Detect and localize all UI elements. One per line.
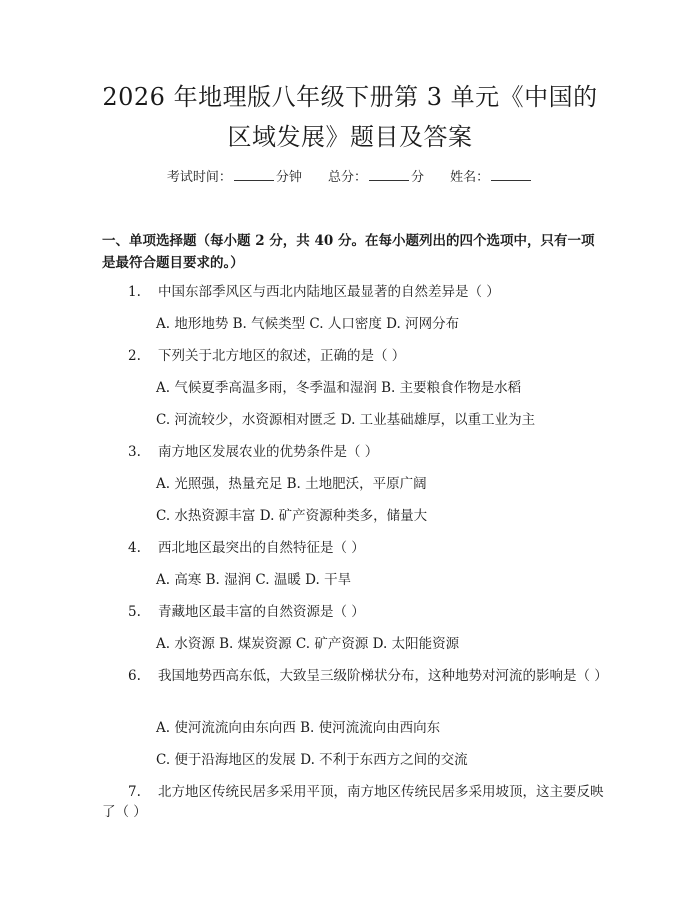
title-line-1: 2026 年地理版八年级下册第 3 单元《中国的 bbox=[102, 83, 598, 111]
name-field bbox=[450, 170, 533, 185]
question-2-options-row-2: C. 河流较少，水资源相对匮乏 D. 工业基础雄厚，以重工业为主 bbox=[156, 412, 536, 428]
question-text: 下列关于北方地区的叙述，正确的是（ ） bbox=[158, 348, 406, 364]
question-text: 西北地区最突出的自然特征是（ ） bbox=[158, 540, 365, 556]
question-6 bbox=[102, 666, 610, 686]
total-score-field bbox=[328, 170, 428, 185]
question-3-options-row-2: C. 水热资源丰富 D. 矿产资源种类多，储量大 bbox=[156, 508, 428, 524]
question-text: 中国东部季风区与西北内陆地区最显著的自然差异是（ ） bbox=[158, 284, 500, 300]
title-line-2: 区域发展》题目及答案 bbox=[227, 123, 473, 151]
question-text: 北方地区传统民居多采用平顶，南方地区传统民居多采用坡顶，这主要反映了（ ） bbox=[102, 784, 604, 820]
exam-time-blank bbox=[234, 168, 274, 181]
exam-time-label: 考试时间： bbox=[166, 170, 232, 185]
question-4 bbox=[102, 538, 610, 558]
question-number: 5. bbox=[128, 604, 141, 620]
question-text: 青藏地区最丰富的自然资源是（ ） bbox=[158, 604, 365, 620]
question-6-options-row-1: A. 使河流流向由东向西 B. 使河流流向由西向东 bbox=[156, 720, 441, 736]
question-2-options-row-1: A. 气候夏季高温多雨，冬季温和湿润 B. 主要粮食作物是水稻 bbox=[156, 380, 522, 396]
question-number: 6. bbox=[128, 668, 141, 684]
question-3 bbox=[102, 442, 610, 462]
question-4-options: A. 高寒 B. 湿润 C. 温暖 D. 干旱 bbox=[156, 572, 352, 588]
question-text: 我国地势西高东低，大致呈三级阶梯状分布，这种地势对河流的影响是（ ） bbox=[158, 668, 608, 684]
question-6-options-row-2: C. 便于沿海地区的发展 D. 不利于东西方之间的交流 bbox=[156, 752, 468, 768]
exam-time-field bbox=[167, 170, 306, 185]
question-number: 7. bbox=[128, 784, 141, 800]
question-7 bbox=[102, 782, 610, 822]
total-score-blank bbox=[369, 168, 409, 181]
question-5 bbox=[102, 602, 610, 622]
question-1-options: A. 地形地势 B. 气候类型 C. 人口密度 D. 河网分布 bbox=[156, 316, 460, 332]
question-2 bbox=[102, 346, 610, 366]
total-score-unit: 分 bbox=[411, 170, 425, 185]
name-blank bbox=[491, 168, 531, 181]
question-number: 1. bbox=[128, 284, 141, 300]
question-text: 南方地区发展农业的优势条件是（ ） bbox=[158, 444, 379, 460]
question-number: 3. bbox=[128, 444, 141, 460]
name-label: 姓名： bbox=[450, 170, 490, 185]
total-score-label: 总分： bbox=[327, 170, 367, 185]
question-number: 2. bbox=[128, 348, 141, 364]
question-3-options-row-1: A. 光照强，热量充足 B. 土地肥沃，平原广阔 bbox=[156, 476, 427, 492]
question-1 bbox=[102, 282, 610, 302]
exam-time-unit: 分钟 bbox=[275, 170, 302, 185]
document-title bbox=[90, 77, 610, 157]
exam-info-line bbox=[0, 168, 700, 188]
question-number: 4. bbox=[128, 540, 141, 556]
question-5-options: A. 水资源 B. 煤炭资源 C. 矿产资源 D. 太阳能资源 bbox=[156, 636, 460, 652]
section-heading: 一、单项选择题（每小题 2 分，共 40 分。在每小题列出的四个选项中，只有一项是最符合题目要求的。） bbox=[102, 233, 595, 271]
